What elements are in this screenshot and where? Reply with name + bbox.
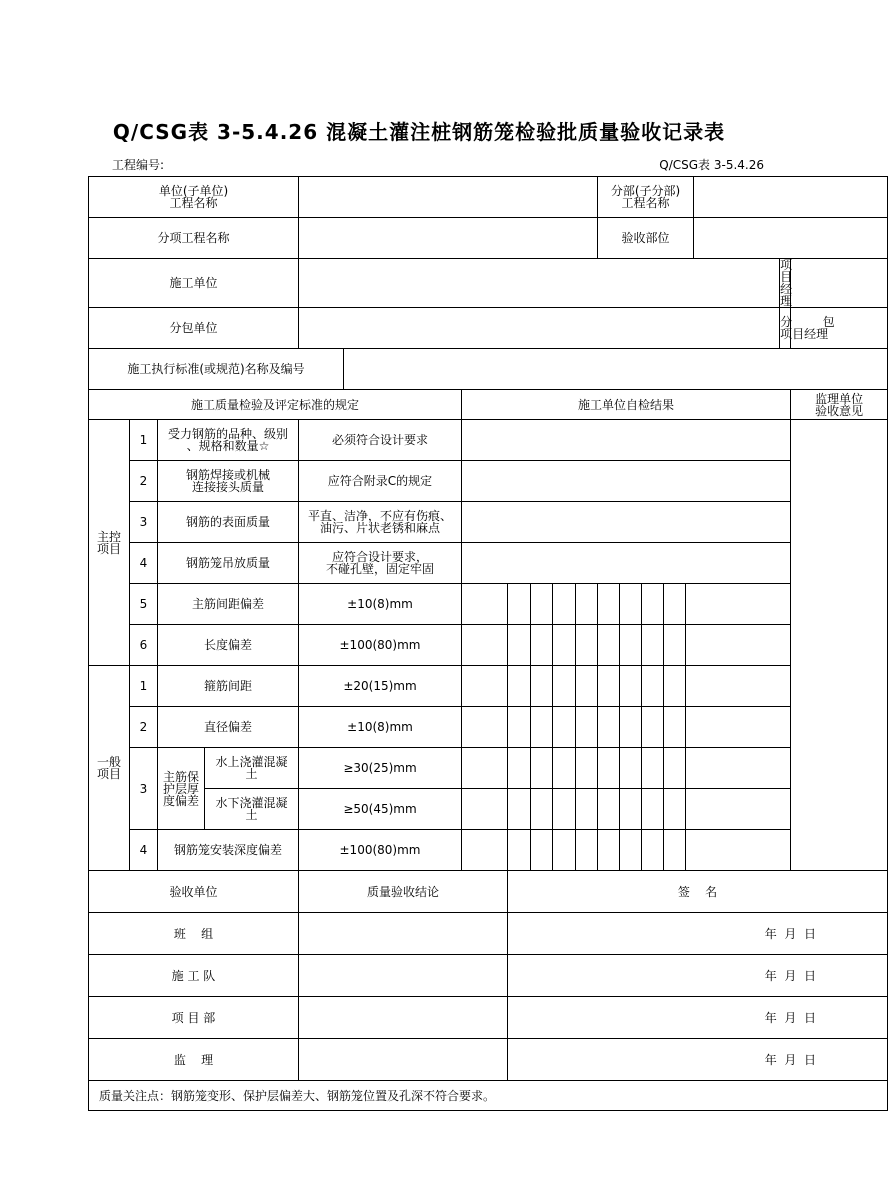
item-standard: 应符合附录C的规定 <box>299 461 462 502</box>
acceptance-part-value[interactable] <box>694 218 888 259</box>
page-title: Q/CSG表 3-5.4.26 混凝土灌注桩钢筋笼检验批质量验收记录表 <box>112 120 726 144</box>
item-name: 长度偏差 <box>158 625 299 666</box>
item-name: 钢筋焊接或机械 连接接头质量 <box>158 461 299 502</box>
subitem-name-label: 分项工程名称 <box>89 218 299 259</box>
main-control-group: 主控 项目 <box>89 420 130 666</box>
item-number: 4 <box>130 543 158 584</box>
measure-cell[interactable] <box>598 830 620 871</box>
measure-cell[interactable] <box>553 625 576 666</box>
measure-cell[interactable] <box>508 789 531 830</box>
measure-cell[interactable] <box>553 584 576 625</box>
measure-cell[interactable] <box>642 625 664 666</box>
project-manager-label: 项目经理 <box>780 258 793 308</box>
measure-cell[interactable] <box>462 584 508 625</box>
measure-cell[interactable] <box>620 748 642 789</box>
measure-cell[interactable] <box>642 666 664 707</box>
measure-cell[interactable] <box>598 625 620 666</box>
measure-cell[interactable] <box>576 666 598 707</box>
measure-remainder-cell[interactable] <box>686 748 791 789</box>
quality-note: 质量关注点：钢筋笼变形、保护层偏差大、钢筋笼位置及孔深不符合要求。 <box>89 1081 888 1111</box>
sub-project-manager-label: 分 包 项目经理 <box>780 308 791 349</box>
subcontractor-value[interactable] <box>299 308 780 349</box>
measure-cell[interactable] <box>508 584 531 625</box>
measure-cell[interactable] <box>620 707 642 748</box>
item-number: 3 <box>130 748 158 830</box>
signature-date: 年 月 日 <box>694 1039 888 1081</box>
self-check-cell[interactable] <box>462 502 791 543</box>
measure-cell[interactable] <box>462 707 508 748</box>
measure-cell[interactable] <box>531 748 553 789</box>
measure-cell[interactable] <box>553 666 576 707</box>
measure-cell[interactable] <box>576 748 598 789</box>
item-number: 4 <box>130 830 158 871</box>
unit-name-label: 单位(子单位) 工程名称 <box>89 177 299 218</box>
standard-value[interactable] <box>344 349 888 390</box>
item-number: 3 <box>130 502 158 543</box>
acceptance-unit: 监 理 <box>89 1039 299 1081</box>
signature-cell[interactable] <box>508 955 694 997</box>
self-check-cell[interactable] <box>462 543 791 584</box>
measure-cell[interactable] <box>664 584 686 625</box>
item-number: 1 <box>130 420 158 461</box>
item-name: 钢筋的表面质量 <box>158 502 299 543</box>
measure-cell[interactable] <box>620 584 642 625</box>
item-name: 主筋保 护层厚 度偏差 <box>158 748 205 830</box>
measure-cell[interactable] <box>576 789 598 830</box>
measure-cell[interactable] <box>553 789 576 830</box>
constructor-label: 施工单位 <box>89 259 299 308</box>
subdivision-name-label: 分部(子分部) 工程名称 <box>598 177 694 218</box>
measure-cell[interactable] <box>553 830 576 871</box>
acceptance-conclusion-cell[interactable] <box>299 1039 508 1081</box>
item-number: 5 <box>130 584 158 625</box>
measure-cell[interactable] <box>598 666 620 707</box>
measure-cell[interactable] <box>531 625 553 666</box>
measure-cell[interactable] <box>553 748 576 789</box>
acceptance-unit: 项 目 部 <box>89 997 299 1039</box>
item-name: 钢筋笼吊放质量 <box>158 543 299 584</box>
signature-cell[interactable] <box>508 1039 694 1081</box>
item-standard: 必须符合设计要求 <box>299 420 462 461</box>
measure-cell[interactable] <box>531 789 553 830</box>
acceptance-unit-header: 验收单位 <box>89 871 299 913</box>
measure-cell[interactable] <box>642 830 664 871</box>
item-standard: ±20(15)mm <box>299 666 462 707</box>
measure-cell[interactable] <box>598 789 620 830</box>
item-name: 钢筋笼安装深度偏差 <box>158 830 299 871</box>
measure-remainder-cell[interactable] <box>686 666 791 707</box>
item-standard: 应符合设计要求， 不碰孔壁，固定牢固 <box>299 543 462 584</box>
constructor-value[interactable] <box>299 259 780 308</box>
measure-cell[interactable] <box>576 625 598 666</box>
measure-cell[interactable] <box>620 666 642 707</box>
measure-cell[interactable] <box>576 584 598 625</box>
project-number-label: 工程编号: <box>112 158 165 172</box>
item-standard: ±100(80)mm <box>299 625 462 666</box>
signature-cell[interactable] <box>508 997 694 1039</box>
measure-remainder-cell[interactable] <box>686 707 791 748</box>
measure-remainder-cell[interactable] <box>686 584 791 625</box>
signature-date: 年 月 日 <box>694 913 888 955</box>
item-name: 箍筋间距 <box>158 666 299 707</box>
item-standard: 平直、洁净，不应有伤痕、 油污、片状老锈和麻点 <box>299 502 462 543</box>
item-name: 主筋间距偏差 <box>158 584 299 625</box>
measure-cell[interactable] <box>531 584 553 625</box>
measure-cell[interactable] <box>508 830 531 871</box>
measure-cell[interactable] <box>508 748 531 789</box>
signature-date: 年 月 日 <box>694 955 888 997</box>
measure-cell[interactable] <box>664 625 686 666</box>
measure-cell[interactable] <box>508 625 531 666</box>
supervisor-opinion-cell[interactable] <box>791 420 888 871</box>
subdivision-name-value[interactable] <box>694 177 888 218</box>
standard-label: 施工执行标准(或规范)名称及编号 <box>89 349 344 390</box>
measure-cell[interactable] <box>553 707 576 748</box>
self-check-cell[interactable] <box>462 461 791 502</box>
measure-cell[interactable] <box>576 830 598 871</box>
item-standard: ≥30(25)mm <box>299 748 462 789</box>
measure-cell[interactable] <box>531 707 553 748</box>
subitem-name-value[interactable] <box>299 218 598 259</box>
acceptance-part-label: 验收部位 <box>598 218 694 259</box>
measure-cell[interactable] <box>508 666 531 707</box>
item-subcondition: 水下浇灌混凝 土 <box>205 789 299 830</box>
self-check-header: 施工单位自检结果 <box>462 390 791 420</box>
subcontractor-label: 分包单位 <box>89 308 299 349</box>
item-standard: ≥50(45)mm <box>299 789 462 830</box>
measure-remainder-cell[interactable] <box>686 625 791 666</box>
measure-cell[interactable] <box>531 666 553 707</box>
measure-cell[interactable] <box>620 789 642 830</box>
item-number: 2 <box>130 461 158 502</box>
item-standard: ±100(80)mm <box>299 830 462 871</box>
inspection-record-table <box>88 176 888 1111</box>
signature-date: 年 月 日 <box>694 997 888 1039</box>
acceptance-conclusion-cell[interactable] <box>299 997 508 1039</box>
acceptance-sign-header: 签 名 <box>508 871 888 913</box>
supervisor-header: 监理单位 验收意见 <box>791 390 888 420</box>
item-subcondition: 水上浇灌混凝 土 <box>205 748 299 789</box>
measure-cell[interactable] <box>576 707 598 748</box>
item-standard: ±10(8)mm <box>299 707 462 748</box>
measure-cell[interactable] <box>462 830 508 871</box>
measure-cell[interactable] <box>642 748 664 789</box>
measure-cell[interactable] <box>664 748 686 789</box>
unit-name-value[interactable] <box>299 177 598 218</box>
measure-cell[interactable] <box>664 666 686 707</box>
acceptance-unit: 班 组 <box>89 913 299 955</box>
measure-cell[interactable] <box>462 748 508 789</box>
signature-cell[interactable] <box>508 913 694 955</box>
measure-cell[interactable] <box>598 707 620 748</box>
measure-cell[interactable] <box>620 830 642 871</box>
form-code: Q/CSG表 3-5.4.26 <box>659 158 764 172</box>
measure-cell[interactable] <box>642 707 664 748</box>
item-name: 受力钢筋的品种、级别 、规格和数量☆ <box>158 420 299 461</box>
criteria-header: 施工质量检验及评定标准的规定 <box>89 390 462 420</box>
acceptance-conclusion-cell[interactable] <box>299 913 508 955</box>
acceptance-unit: 施 工 队 <box>89 955 299 997</box>
measure-cell[interactable] <box>642 789 664 830</box>
project-manager-value[interactable] <box>791 259 888 308</box>
item-name: 直径偏差 <box>158 707 299 748</box>
measure-cell[interactable] <box>664 830 686 871</box>
measure-cell[interactable] <box>462 789 508 830</box>
item-number: 1 <box>130 666 158 707</box>
measure-cell[interactable] <box>598 584 620 625</box>
measure-cell[interactable] <box>642 584 664 625</box>
item-number: 6 <box>130 625 158 666</box>
measure-remainder-cell[interactable] <box>686 830 791 871</box>
acceptance-conclusion-cell[interactable] <box>299 955 508 997</box>
measure-remainder-cell[interactable] <box>686 789 791 830</box>
acceptance-conclusion-header: 质量验收结论 <box>299 871 508 913</box>
measure-cell[interactable] <box>508 707 531 748</box>
measure-cell[interactable] <box>664 707 686 748</box>
general-group: 一般 项目 <box>89 666 130 871</box>
measure-cell[interactable] <box>462 625 508 666</box>
measure-cell[interactable] <box>664 789 686 830</box>
measure-cell[interactable] <box>598 748 620 789</box>
measure-cell[interactable] <box>531 830 553 871</box>
item-standard: ±10(8)mm <box>299 584 462 625</box>
item-number: 2 <box>130 707 158 748</box>
self-check-cell[interactable] <box>462 420 791 461</box>
measure-cell[interactable] <box>462 666 508 707</box>
measure-cell[interactable] <box>620 625 642 666</box>
